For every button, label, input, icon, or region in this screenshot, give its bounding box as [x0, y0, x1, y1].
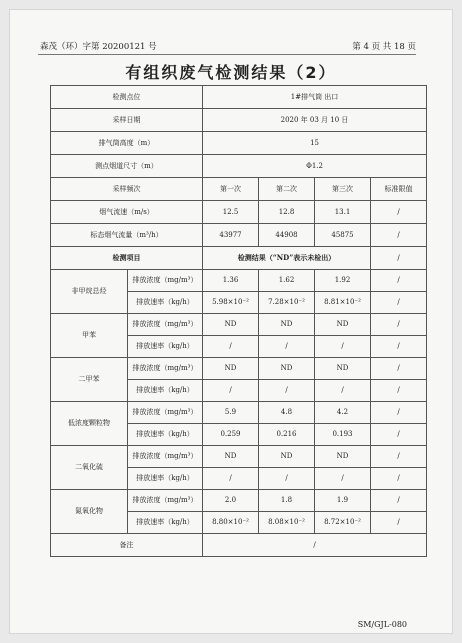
pollutant-parameter: 排放浓度（mg/m³）	[128, 402, 203, 424]
result-limit-header: /	[371, 247, 427, 270]
pollutant-name: 低浓度颗粒物	[51, 402, 128, 446]
pollutant-row	[51, 402, 427, 424]
remark-row	[51, 534, 427, 557]
pollutant-value: 7.28×10⁻²	[259, 292, 315, 314]
flow-value: 13.1	[315, 201, 371, 224]
pollutant-value: 1.36	[203, 270, 259, 292]
pollutant-parameter: 排放浓度（mg/m³）	[128, 446, 203, 468]
info-value: 1#排气筒 出口	[203, 86, 427, 109]
info-label: 测点烟道尺寸（m）	[51, 155, 203, 178]
pollutant-value: /	[371, 270, 427, 292]
pollutant-value: /	[371, 512, 427, 534]
report-title: 有组织废气检测结果（2）	[125, 63, 337, 82]
frequency-col: 第三次	[315, 178, 371, 201]
info-value: 2020 年 03 月 10 日	[203, 109, 427, 132]
pollutant-value: 0.259	[203, 424, 259, 446]
frequency-label: 采样频次	[51, 178, 203, 201]
flow-label: 烟气流速（m/s）	[51, 201, 203, 224]
flow-value: 43977	[203, 224, 259, 247]
result-header: 检测结果（“ND”表示未检出）	[203, 247, 371, 270]
form-code: SM/GJL-080	[357, 620, 407, 629]
pollutant-parameter: 排放浓度（mg/m³）	[128, 314, 203, 336]
pollutant-value: 1.62	[259, 270, 315, 292]
pollutant-value: 1.9	[315, 490, 371, 512]
remark-label: 备注	[51, 534, 203, 557]
pollutant-value: 4.8	[259, 402, 315, 424]
info-row	[51, 109, 427, 132]
pollutant-row	[51, 358, 427, 380]
pollutant-value: ND	[203, 314, 259, 336]
flow-value: 44908	[259, 224, 315, 247]
pollutant-value: 1.8	[259, 490, 315, 512]
flow-value: /	[371, 224, 427, 247]
pollutant-value: /	[371, 336, 427, 358]
pollutant-parameter: 排放速率（kg/h）	[128, 468, 203, 490]
pollutant-value: /	[203, 336, 259, 358]
pollutant-value: 1.92	[315, 270, 371, 292]
pollutant-value: 5.9	[203, 402, 259, 424]
pollutant-value: /	[315, 336, 371, 358]
pollutant-value: 5.98×10⁻²	[203, 292, 259, 314]
pollutant-value: /	[371, 380, 427, 402]
pollutant-parameter: 排放浓度（mg/m³）	[128, 490, 203, 512]
pollutant-value: 0.216	[259, 424, 315, 446]
pollutant-parameter: 排放速率（kg/h）	[128, 336, 203, 358]
info-row	[51, 132, 427, 155]
pollutant-name: 二甲苯	[51, 358, 128, 402]
pollutant-value: /	[259, 336, 315, 358]
document-number: 森茂（环）字第 20200121 号	[40, 42, 157, 52]
pollutant-value: /	[259, 468, 315, 490]
flow-value: 45875	[315, 224, 371, 247]
pollutant-value: /	[315, 468, 371, 490]
pollutant-name: 甲苯	[51, 314, 128, 358]
pollutant-value: ND	[259, 314, 315, 336]
info-label: 采样日期	[51, 109, 203, 132]
pollutant-value: ND	[315, 446, 371, 468]
results-table-body	[51, 86, 427, 557]
pollutant-parameter: 排放浓度（mg/m³）	[128, 270, 203, 292]
pollutant-value: 0.193	[315, 424, 371, 446]
pollutant-name: 氮氧化物	[51, 490, 128, 534]
frequency-col: 第一次	[203, 178, 259, 201]
pollutant-value: /	[371, 468, 427, 490]
flow-label: 标态烟气流量（m³/h）	[51, 224, 203, 247]
pollutant-value: /	[259, 380, 315, 402]
pollutant-value: /	[371, 358, 427, 380]
info-label: 排气筒高度（m）	[51, 132, 203, 155]
frequency-col: 标准限值	[371, 178, 427, 201]
flow-value: 12.5	[203, 201, 259, 224]
info-label: 检测点位	[51, 86, 203, 109]
pollutant-value: /	[371, 446, 427, 468]
pollutant-parameter: 排放速率（kg/h）	[128, 424, 203, 446]
pollutant-value: /	[371, 424, 427, 446]
pollutant-parameter: 排放速率（kg/h）	[128, 380, 203, 402]
pollutant-value: /	[203, 380, 259, 402]
result-header-row	[51, 247, 427, 270]
pollutant-row	[51, 490, 427, 512]
pollutant-value: /	[315, 380, 371, 402]
pollutant-value: 8.81×10⁻²	[315, 292, 371, 314]
flow-value: 12.8	[259, 201, 315, 224]
info-value: Φ1.2	[203, 155, 427, 178]
flow-row	[51, 224, 427, 247]
pollutant-name: 非甲烷总烃	[51, 270, 128, 314]
pollutant-value: ND	[259, 446, 315, 468]
page-info: 第 4 页 共 18 页	[352, 42, 416, 52]
info-row	[51, 155, 427, 178]
pollutant-value: ND	[203, 446, 259, 468]
report-page	[10, 10, 452, 633]
pollutant-row	[51, 446, 427, 468]
flow-value: /	[371, 201, 427, 224]
pollutant-value: ND	[203, 358, 259, 380]
pollutant-value: /	[371, 402, 427, 424]
pollutant-value: ND	[315, 358, 371, 380]
pollutant-parameter: 排放速率（kg/h）	[128, 512, 203, 534]
pollutant-row	[51, 314, 427, 336]
pollutant-parameter: 排放速率（kg/h）	[128, 292, 203, 314]
pollutant-value: /	[203, 468, 259, 490]
info-row	[51, 86, 427, 109]
pollutant-value: /	[371, 490, 427, 512]
pollutant-value: 8.80×10⁻²	[203, 512, 259, 534]
pollutant-name: 二氧化硫	[51, 446, 128, 490]
pollutant-value: /	[371, 314, 427, 336]
info-value: 15	[203, 132, 427, 155]
pollutant-value: 8.72×10⁻²	[315, 512, 371, 534]
result-item-header: 检测项目	[51, 247, 203, 270]
pollutant-value: 2.0	[203, 490, 259, 512]
pollutant-row	[51, 270, 427, 292]
pollutant-value: 8.08×10⁻²	[259, 512, 315, 534]
pollutant-value: ND	[315, 314, 371, 336]
pollutant-parameter: 排放浓度（mg/m³）	[128, 358, 203, 380]
pollutant-value: ND	[259, 358, 315, 380]
remark-value: /	[203, 534, 427, 557]
flow-row	[51, 201, 427, 224]
pollutant-value: /	[371, 292, 427, 314]
results-table	[50, 85, 427, 557]
header-rule	[38, 54, 416, 55]
frequency-col: 第二次	[259, 178, 315, 201]
frequency-row	[51, 178, 427, 201]
pollutant-value: 4.2	[315, 402, 371, 424]
